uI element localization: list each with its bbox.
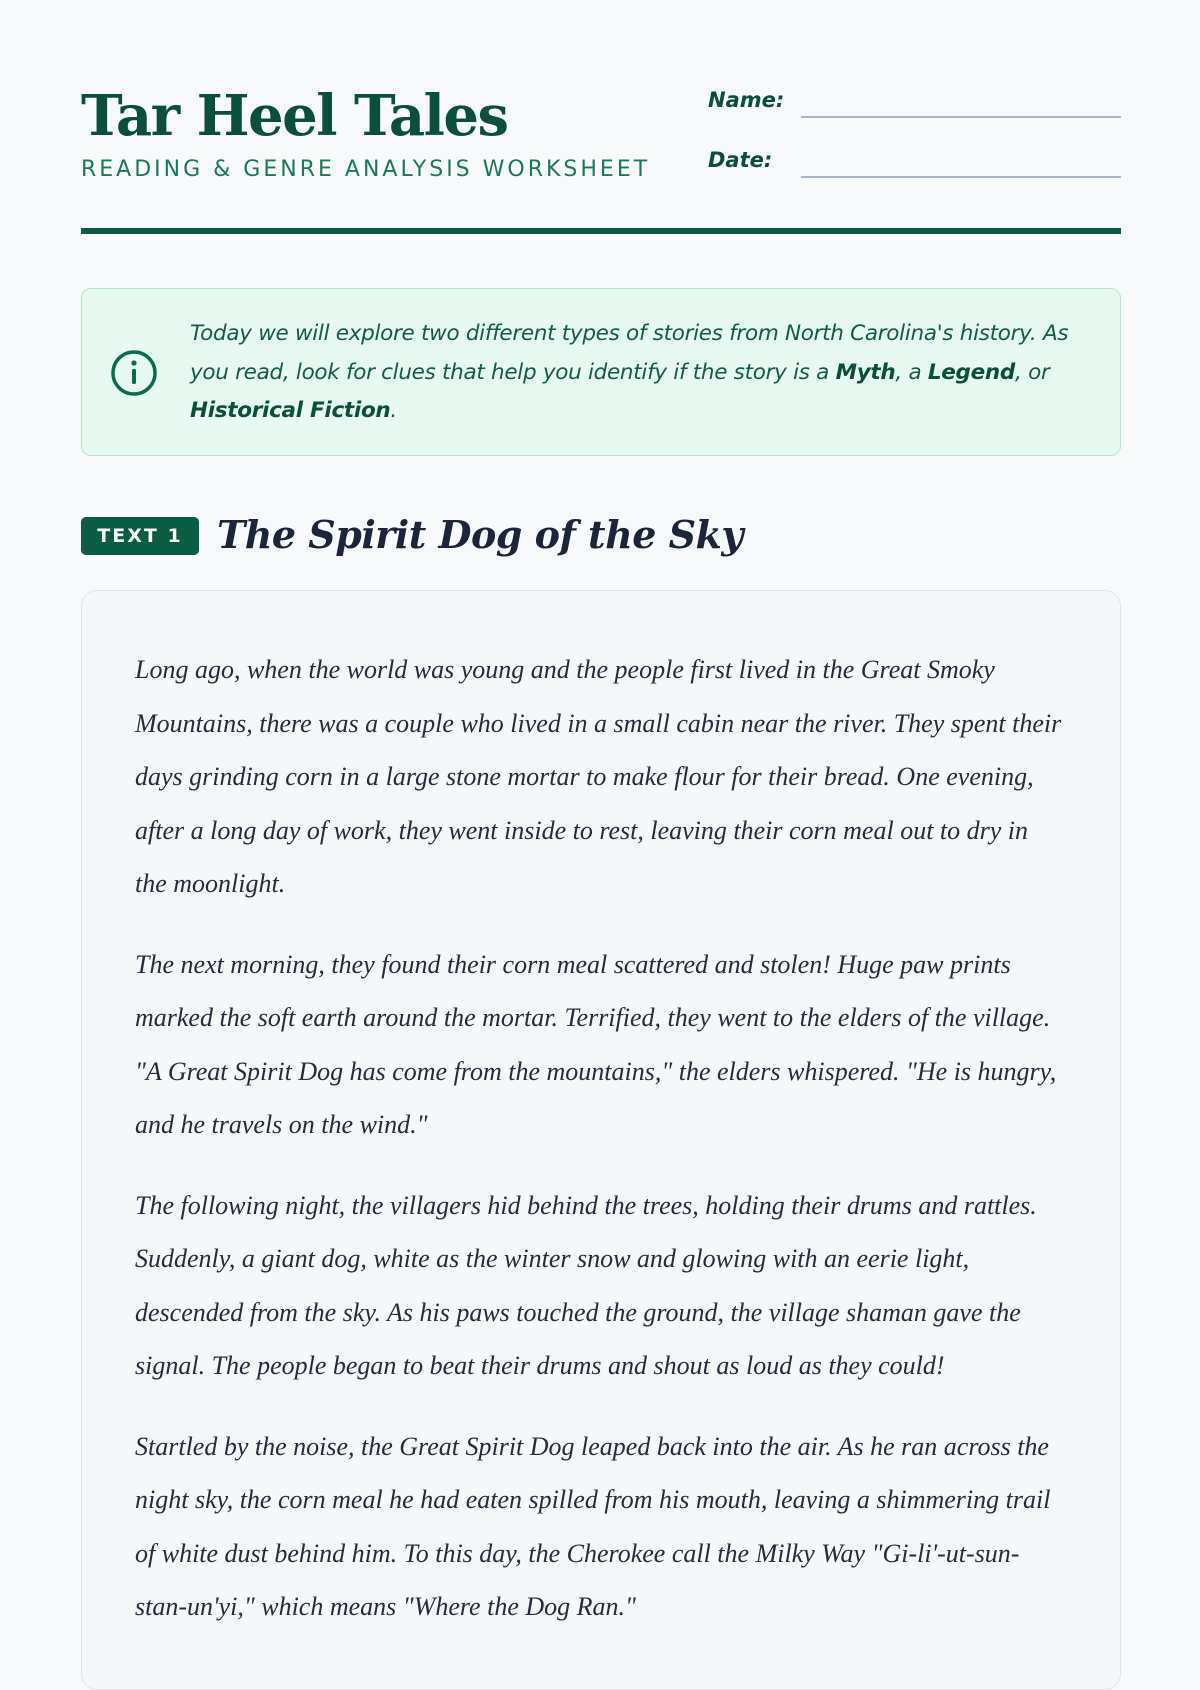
genre-legend: Legend xyxy=(927,359,1016,385)
story-body xyxy=(135,643,1065,1661)
name-label: Name: xyxy=(708,88,785,112)
story-paragraph-3: The following night, the villagers hid behind the trees, holding their drums and rattles. Suddenly, a giant dog, white as the winter snow and glowing with an eerie light, descended from the sky. As his paws touched the ground, the village shaman gave the signal. The people began to beat their drums and shout as loud as they could! xyxy=(135,1190,1037,1380)
date-label: Date: xyxy=(708,148,773,172)
story-card xyxy=(81,590,1121,1690)
story-paragraph-1: Long ago, when the world was young and the people first lived in the Great Smoky Mountains, there was a couple who lived in a small cabin near the river. They spent their days grinding corn in a large stone mortar to make flour for their bread. One evening, after a long day of work, they went inside to rest, leaving their corn meal out to dry in the moonlight. xyxy=(135,655,1062,898)
worksheet-header xyxy=(81,84,1121,234)
story-paragraph-2: The next morning, they found their corn meal scattered and stolen! Huge paw prints marked the soft earth around the mortar. Terrified, they went to the elders of the village. "A Great Spirit Dog has come from the mountains," the elders whispered. "He is hungry, and he travels on the wind." xyxy=(135,949,1057,1139)
story-title: The Spirit Dog of the Sky xyxy=(217,512,743,557)
text1-badge: TEXT 1 xyxy=(81,517,199,555)
name-field[interactable] xyxy=(801,116,1121,118)
header-divider xyxy=(81,228,1121,234)
worksheet-title: Tar Heel Tales xyxy=(81,83,508,149)
genre-myth: Myth xyxy=(835,359,896,385)
instructions-box xyxy=(81,288,1121,456)
instructions-text: Today we will explore two different types of stories from North Carolina's history. As you read, look for clues that help you identify if the story is a Myth, a Legend, or Historical Fiction. xyxy=(190,321,1069,423)
text1-heading xyxy=(81,512,1121,560)
genre-historical-fiction: Historical Fiction xyxy=(190,398,391,423)
info-circle-icon xyxy=(110,349,158,397)
date-field[interactable] xyxy=(801,176,1121,178)
story-paragraph-4: Startled by the noise, the Great Spirit Dog leaped back into the air. As he ran across the night sky, the corn meal he had eaten spilled from his mouth, leaving a shimmering trail of white dust behind him. To this day, the Cherokee call the Milky Way "Gi-li'-ut-sun-stan-un'yi," which means "Where the Dog Ran." xyxy=(135,1431,1051,1621)
worksheet-subtitle: READING & GENRE ANALYSIS WORKSHEET xyxy=(81,157,651,182)
